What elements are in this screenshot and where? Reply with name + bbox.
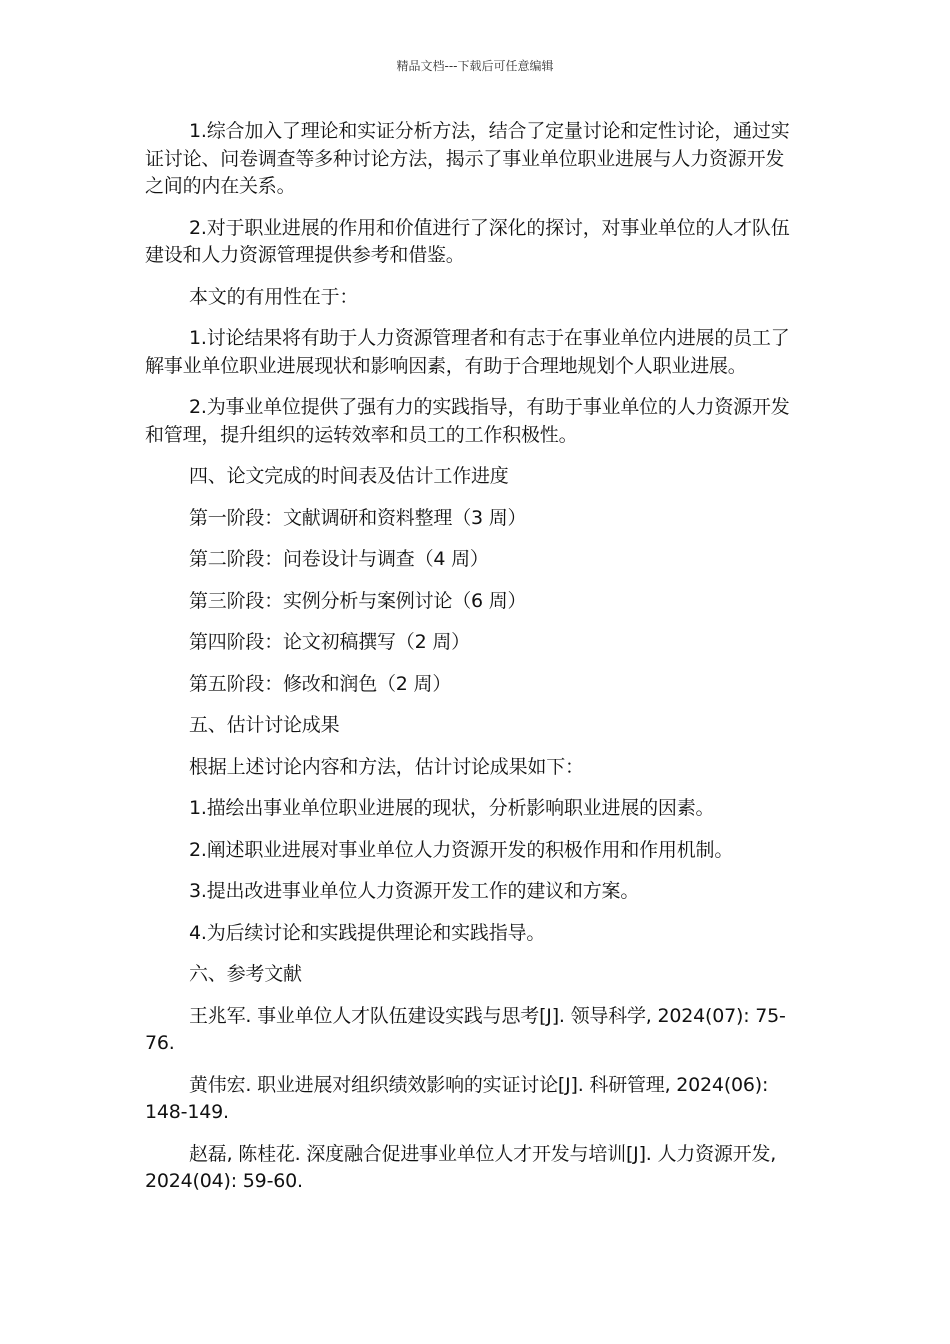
schedule-stage-2: 第二阶段：问卷设计与调查（4 周）	[189, 548, 489, 570]
results-item-1: 1.描绘出事业单位职业进展的现状，分析影响职业进展的因素。	[189, 797, 715, 819]
reference-2: 黄伟宏. 职业进展对组织绩效影响的实证讨论[J]. 科研管理, 2024(06): 148-149.	[145, 1073, 769, 1123]
reference-1: 王兆军. 事业单位人才队伍建设实践与思考[J]. 领导科学, 2024(07): 75-76.	[145, 1004, 786, 1054]
section-heading-schedule: 四、论文完成的时间表及估计工作进度	[189, 465, 509, 487]
schedule-stage-1: 第一阶段：文献调研和资料整理（3 周）	[189, 506, 527, 529]
paragraph-usefulness-intro: 本文的有用性在于：	[189, 285, 359, 308]
results-item-2: 2.阐述职业进展对事业单位人力资源开发的积极作用和作用机制。	[189, 838, 734, 861]
paragraph-contribution-2: 2.对于职业进展的作用和价值进行了深化的探讨，对事业单位的人才队伍建设和人力资源管理提供参考和借鉴。	[145, 216, 790, 266]
schedule-stage-5: 第五阶段：修改和润色（2 周）	[189, 672, 452, 695]
paragraph-usefulness-1: 1.讨论结果将有助于人力资源管理者和有志于在事业单位内进展的员工了解事业单位职业进展现状和影响因素，有助于合理地规划个人职业进展。	[145, 327, 790, 377]
paragraph-usefulness-2: 2.为事业单位提供了强有力的实践指导，有助于事业单位的人力资源开发和管理，提升组织的运转效率和员工的工作积极性。	[145, 396, 790, 446]
document-body	[145, 118, 795, 1210]
page-header: 精品文档---下载后可任意编辑	[396, 59, 554, 73]
reference-3: 赵磊, 陈桂花. 深度融合促进事业单位人才开发与培训[J]. 人力资源开发, 2024(04): 59-60.	[145, 1142, 777, 1192]
section-heading-references: 六、参考文献	[189, 963, 302, 985]
paragraph-contribution-1: 1.综合加入了理论和实证分析方法，结合了定量讨论和定性讨论，通过实证讨论、问卷调查等多种讨论方法，揭示了事业单位职业进展与人力资源开发之间的内在关系。	[145, 120, 790, 197]
schedule-stage-3: 第三阶段：实例分析与案例讨论（6 周）	[189, 589, 527, 612]
results-intro: 根据上述讨论内容和方法，估计讨论成果如下：	[189, 755, 584, 778]
results-item-3: 3.提出改进事业单位人力资源开发工作的建议和方案。	[189, 880, 640, 902]
schedule-stage-4: 第四阶段：论文初稿撰写（2 周）	[189, 631, 470, 653]
results-item-4: 4.为后续讨论和实践提供理论和实践指导。	[189, 921, 546, 944]
section-heading-results: 五、估计讨论成果	[189, 714, 340, 736]
